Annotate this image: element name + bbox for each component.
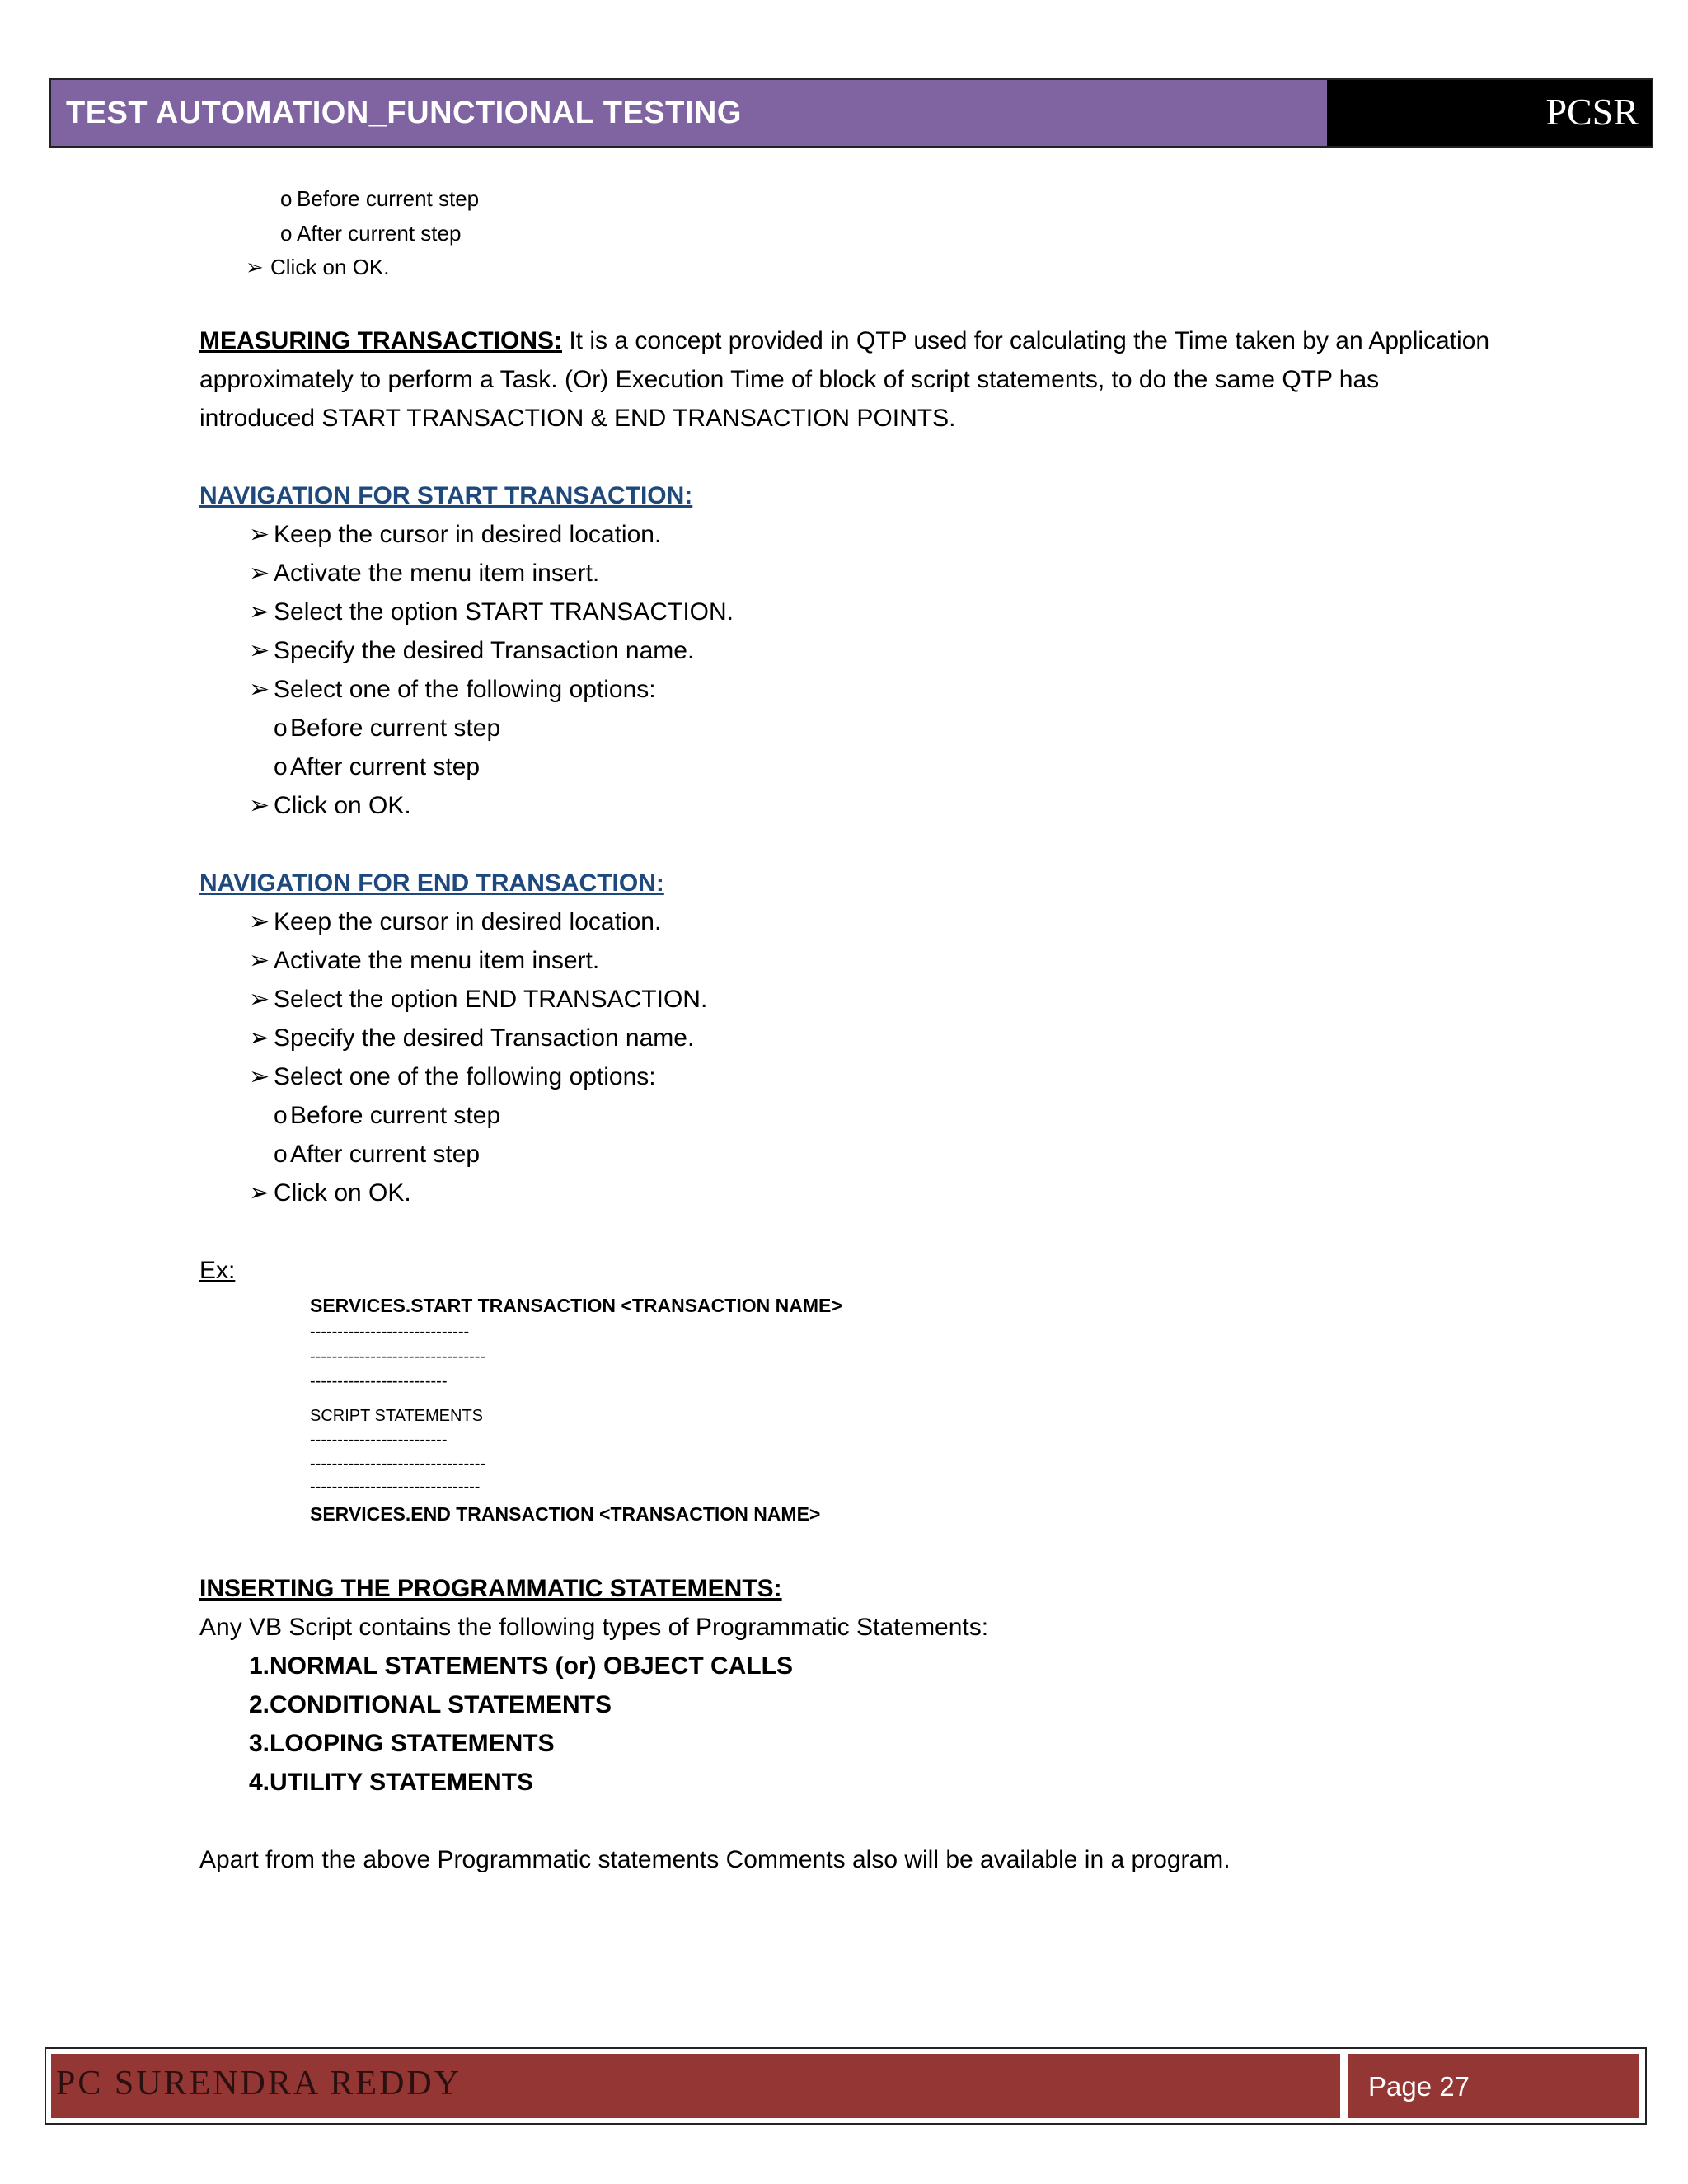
section-heading: NAVIGATION FOR END TRANSACTION: [199,869,664,897]
list-item: ➢ Click on OK. [249,790,411,823]
arrow-bullet-icon: ➢ [249,946,270,975]
code-line: ------------------------- [310,1431,448,1449]
paragraph-line: Apart from the above Programmatic statements Comments also will be available in a program. [199,1846,1231,1873]
list-item: o After current step [274,751,480,784]
section-heading: MEASURING TRANSACTIONS: [199,327,562,354]
list-item: ➢ Select the option END TRANSACTION. [249,983,707,1016]
circle-bullet-icon: o [274,753,288,780]
list-item: o After current step [280,221,462,246]
arrow-bullet-icon: ➢ [246,255,264,280]
arrow-bullet-icon: ➢ [249,675,270,704]
circle-bullet-icon: o [274,715,288,742]
author-name: PC SURENDRA REDDY [56,2064,462,2102]
arrow-bullet-icon: ➢ [249,1062,270,1091]
arrow-bullet-icon: ➢ [249,559,270,588]
measuring-paragraph: MEASURING TRANSACTIONS: It is a concept provided in QTP used for calculating the Time taken by an Application [199,327,1490,354]
paragraph-line: introduced START TRANSACTION & END TRANSACTION POINTS. [199,405,956,432]
page-number: Page 27 [1368,2071,1470,2102]
arrow-bullet-icon: ➢ [249,520,270,549]
list-item: ➢ Activate the menu item insert. [249,557,599,590]
circle-bullet-icon: o [274,1141,288,1168]
code-line: SCRIPT STATEMENTS [310,1407,484,1425]
arrow-bullet-icon: ➢ [249,1024,270,1052]
arrow-bullet-icon: ➢ [249,791,270,820]
list-item: ➢ Select one of the following options: [249,1061,656,1094]
document-title: TEST AUTOMATION_FUNCTIONAL TESTING [66,96,742,130]
arrow-bullet-icon: ➢ [249,598,270,626]
code-line: ----------------------------- [310,1323,470,1341]
list-item: ➢ Keep the cursor in desired location. [249,518,661,551]
list-item: ➢ Keep the cursor in desired location. [249,906,661,939]
list-item: ➢ Specify the desired Transaction name. [249,635,694,668]
arrow-bullet-icon: ➢ [249,907,270,936]
section-heading: NAVIGATION FOR START TRANSACTION: [199,482,693,509]
list-item: 3.LOOPING STATEMENTS [249,1730,555,1757]
arrow-bullet-icon: ➢ [249,1179,270,1207]
circle-bullet-icon: o [280,221,293,246]
arrow-bullet-icon: ➢ [249,636,270,665]
list-item: o Before current step [280,186,480,211]
code-line: -------------------------------- [310,1347,486,1366]
list-item: 1.NORMAL STATEMENTS (or) OBJECT CALLS [249,1652,793,1680]
paragraph-line: approximately to perform a Task. (Or) Execution Time of block of script statements, to do the same QTP has [199,366,1380,393]
list-item: o After current step [274,1138,480,1171]
code-line: -------------------------------- [310,1455,486,1473]
list-item: 2.CONDITIONAL STATEMENTS [249,1691,612,1718]
list-item: ➢ Select the option START TRANSACTION. [249,596,734,629]
list-item: ➢ Click on OK. [249,1177,411,1210]
list-item: ➢ Click on OK. [246,255,390,280]
paragraph-line: Any VB Script contains the following types of Programmatic Statements: [199,1614,989,1641]
list-item: 4.UTILITY STATEMENTS [249,1769,534,1796]
example-label: Ex: [199,1257,236,1284]
arrow-bullet-icon: ➢ [249,985,270,1014]
circle-bullet-icon: o [274,1102,288,1129]
list-item: ➢ Specify the desired Transaction name. [249,1022,694,1055]
section-heading: INSERTING THE PROGRAMMATIC STATEMENTS: [199,1575,782,1602]
code-line: SERVICES.START TRANSACTION <TRANSACTION NAME> [310,1295,842,1316]
code-line: ------------------------------- [310,1478,481,1496]
list-item: o Before current step [274,712,500,745]
circle-bullet-icon: o [280,186,293,211]
header-code: PCSR [1545,91,1639,133]
list-item: o Before current step [274,1099,500,1132]
code-line: SERVICES.END TRANSACTION <TRANSACTION NAME> [310,1503,821,1525]
code-line: ------------------------- [310,1372,448,1390]
list-item: ➢ Activate the menu item insert. [249,944,599,977]
list-item: ➢ Select one of the following options: [249,673,656,706]
